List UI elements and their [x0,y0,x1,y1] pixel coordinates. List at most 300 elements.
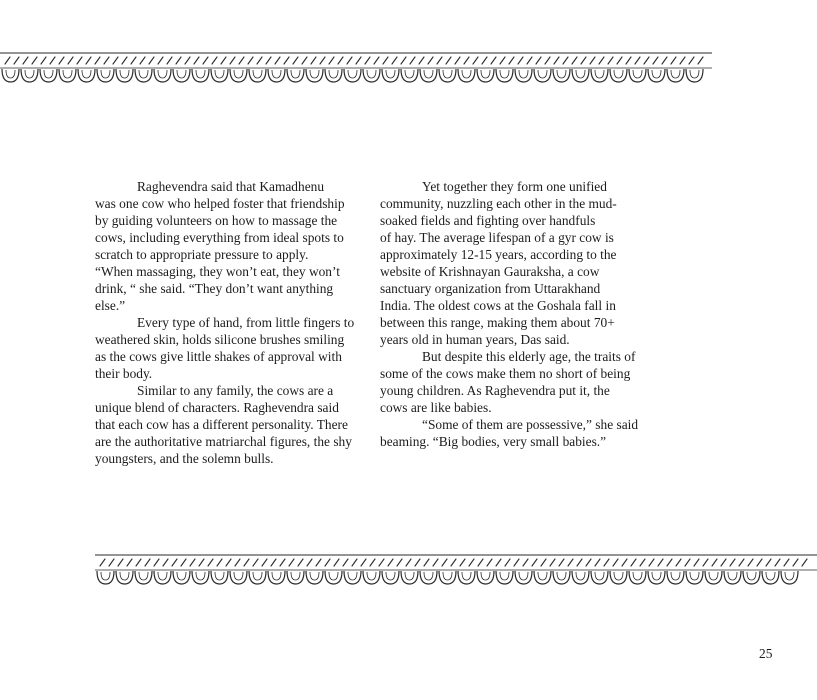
ornament-scallop [610,69,627,82]
ornament-hatch [248,57,253,64]
ornament-hatch [433,559,438,566]
ornament-hatch [23,57,28,64]
ornament-scallop-inner [177,572,186,580]
ornament-scallop-inner [538,572,547,580]
ornament-hatch [163,559,168,566]
ornament-scallop [116,69,133,82]
ornament-scallop [477,571,494,584]
ornament-scallop-inner [443,70,452,78]
ornament-scallop [268,69,285,82]
ornament-scallop-inner [272,70,281,78]
ornament-hatch [487,559,492,566]
ornament-hatch [658,559,663,566]
ornament-hatch [127,559,132,566]
ornament-hatch [158,57,163,64]
ornament-scallop [306,571,323,584]
ornament-hatch [316,559,321,566]
ornament-hatch [577,559,582,566]
ornament-scallop [648,571,665,584]
ornament-scallop-inner [234,572,243,580]
ornament-scallop [724,571,741,584]
ornament-hatch [253,559,258,566]
ornament-hatch [118,559,123,566]
ornament-hatch [509,57,514,64]
ornament-scallop [211,571,228,584]
ornament-scallop [154,571,171,584]
ornament-hatch [284,57,289,64]
ornament-scallop [59,69,76,82]
ornament-hatch [748,559,753,566]
ornament-hatch [442,559,447,566]
ornament-scallop [591,69,608,82]
ornament-hatch [212,57,217,64]
ornament-hatch [455,57,460,64]
ornament-hatch [649,559,654,566]
ornament-scallop-inner [348,70,357,78]
ornament-hatch [640,559,645,566]
ornament-hatch [226,559,231,566]
ornament-scallop-inner [291,572,300,580]
ornament-hatch [172,559,177,566]
ornament-hatch [370,559,375,566]
ornament-scallop [116,571,133,584]
ornament-scallop [439,571,456,584]
ornament-scallop-inner [386,70,395,78]
ornament-scallop [382,571,399,584]
ornament-hatch [181,559,186,566]
ornament-hatch [311,57,316,64]
paragraph: Yet together they form one unified community, nuzzling each other in the mud- soaked fields and fighting over handfuls of hay. The average lifespan of a gyr cow is approximately 12-15 years, according to the website of Krishnayan Gauraksha, a cow sanctuary organization from Uttarakhand India. The oldest cows at the Goshala fall in between this range, making them about 70+ years old in human years, Das said. [380,179,617,347]
ornament-hatch [217,559,222,566]
ornament-hatch [563,57,568,64]
ornament-scallop-inner [709,572,718,580]
ornament-hatch [221,57,226,64]
ornament-scallop-inner [367,70,376,78]
ornament-hatch [325,559,330,566]
ornament-scallop [667,571,684,584]
ornament-hatch [626,57,631,64]
ornament-scallop [230,571,247,584]
ornament-scallop [439,69,456,82]
ornament-scallop [287,69,304,82]
ornament-hatch [527,57,532,64]
ornament-hatch [604,559,609,566]
ornament-hatch [122,57,127,64]
ornament-scallop [572,571,589,584]
ornament-scallop-inner [500,572,509,580]
ornament-hatch [482,57,487,64]
ornament-scallop [781,571,798,584]
ornament-scallop [382,69,399,82]
ornament-scallop [344,69,361,82]
ornament-scallop-inner [690,70,699,78]
ornament-hatch [77,57,82,64]
ornament-scallop [135,571,152,584]
ornament-hatch [590,57,595,64]
ornament-scallop [534,69,551,82]
left-text-column [95,178,367,467]
ornament-hatch [451,559,456,566]
ornament-scallop-inner [519,572,528,580]
ornament-scallop [515,571,532,584]
ornament-hatch [190,559,195,566]
ornament-hatch [136,559,141,566]
ornament-scallop [629,69,646,82]
ornament-hatch [730,559,735,566]
ornament-hatch [460,559,465,566]
ornament-scallop-inner [595,70,604,78]
ornament-scallop [268,571,285,584]
ornament-scallop-inner [595,572,604,580]
ornament-scallop [686,69,703,82]
ornament-scallop-inner [6,70,15,78]
ornament-scallop-inner [690,572,699,580]
ornament-hatch [383,57,388,64]
ornament-scallop [553,571,570,584]
ornament-scallop-inner [44,70,53,78]
ornament-scallop-inner [405,70,414,78]
ornament-scallop-inner [424,70,433,78]
ornament-hatch [167,57,172,64]
ornament-scallop-inner [614,70,623,78]
ornament-scallop-inner [652,70,661,78]
ornament-hatch [86,57,91,64]
ornament-scallop-inner [633,572,642,580]
ornament-hatch [401,57,406,64]
ornament-hatch [392,57,397,64]
ornament-hatch [14,57,19,64]
ornament-hatch [415,559,420,566]
ornament-hatch [613,559,618,566]
ornament-hatch [739,559,744,566]
ornament-scallop-inner [633,70,642,78]
ornament-scallop [97,571,114,584]
ornament-scallop [534,571,551,584]
ornament-hatch [374,57,379,64]
ornament-scallop [420,571,437,584]
ornament-hatch [622,559,627,566]
ornament-hatch [635,57,640,64]
ornament-hatch [676,559,681,566]
ornament-scallop [40,69,57,82]
ornament-hatch [194,57,199,64]
ornament-scallop [591,571,608,584]
ornament-hatch [361,559,366,566]
ornament-hatch [680,57,685,64]
paragraph: Raghevendra said that Kamadhenu was one cow who helped foster that friendship by guiding volunteers on how to massage the cows, including everything from ideal spots to scratch to appropriate pressure to apply. “When massaging, they won’t eat, they won’t drink, “ she said. “They don’t want anything else.” [95,179,345,313]
ornament-scallop-inner [348,572,357,580]
ornament-hatch [608,57,613,64]
ornament-hatch [473,57,478,64]
page-number: 25 [759,646,773,661]
ornament-scallop-inner [576,70,585,78]
ornament-hatch [203,57,208,64]
ornament-scallop-inner [329,70,338,78]
ornament-hatch [545,57,550,64]
ornament-hatch [262,559,267,566]
ornament-hatch [464,57,469,64]
ornament-scallop [192,69,209,82]
ornament-hatch [352,559,357,566]
ornament-hatch [199,559,204,566]
ornament-scallop [173,69,190,82]
ornament-hatch [208,559,213,566]
ornament-hatch [230,57,235,64]
ornament-hatch [347,57,352,64]
ornament-scallop-inner [386,572,395,580]
ornament-scallop-inner [310,572,319,580]
ornament-scallop-inner [443,572,452,580]
ornament-scallop [78,69,95,82]
ornament-hatch [257,57,262,64]
ornament-hatch [667,559,672,566]
ornament-hatch [140,57,145,64]
ornament-scallop [705,571,722,584]
ornament-scallop-inner [519,70,528,78]
ornament-scallop-inner [462,572,471,580]
ornament-scallop-inner [329,572,338,580]
ornament-hatch [41,57,46,64]
ornament-scallop [363,69,380,82]
top-decorative-border [0,50,712,84]
ornament-scallop-inner [120,572,129,580]
ornament-hatch [365,57,370,64]
ornament-hatch [397,559,402,566]
ornament-scallop-inner [481,572,490,580]
ornament-scallop-inner [177,70,186,78]
ornament-scallop [401,69,418,82]
ornament-scallop-inner [557,70,566,78]
ornament-hatch [671,57,676,64]
ornament-hatch [689,57,694,64]
ornament-scallop [743,571,760,584]
ornament-hatch [581,57,586,64]
ornament-hatch [410,57,415,64]
ornament-hatch [356,57,361,64]
ornament-hatch [550,559,555,566]
ornament-scallop-inner [481,70,490,78]
ornament-hatch [496,559,501,566]
ornament-scallop-inner [747,572,756,580]
ornament-scallop-inner [785,572,794,580]
ornament-hatch [599,57,604,64]
ornament-scallop [458,69,475,82]
ornament-hatch [595,559,600,566]
ornament-hatch [698,57,703,64]
ornament-scallop [553,69,570,82]
ornament-scallop-inner [196,572,205,580]
ornament-scallop [325,571,342,584]
ornament-scallop-inner [766,572,775,580]
ornament-scallop [458,571,475,584]
ornament-scallop-inner [462,70,471,78]
ornament-hatch [424,559,429,566]
ornament-scallop-inner [82,70,91,78]
ornament-scallop-inner [538,70,547,78]
ornament-hatch [302,57,307,64]
ornament-hatch [703,559,708,566]
ornament-scallop-inner [215,70,224,78]
ornament-scallop [154,69,171,82]
ornament-scallop [21,69,38,82]
ornament-hatch [113,57,118,64]
ornament-hatch [419,57,424,64]
ornament-hatch [721,559,726,566]
ornament-hatch [5,57,10,64]
ornament-hatch [437,57,442,64]
ornament-scallop [230,69,247,82]
ornament-scallop [686,571,703,584]
ornament-hatch [244,559,249,566]
paragraph: Every type of hand, from little fingers to weathered skin, holds silicone brushes smiling as the cows give little shakes of approval with their body. [95,315,355,381]
ornament-hatch [514,559,519,566]
ornament-hatch [388,559,393,566]
ornament-hatch [685,559,690,566]
ornament-hatch [500,57,505,64]
ornament-scallop-inner [63,70,72,78]
ornament-scallop-inner [101,572,110,580]
ornament-scallop [344,571,361,584]
ornament-scallop [173,571,190,584]
ornament-hatch [289,559,294,566]
ornament-scallop-inner [196,70,205,78]
ornament-hatch [541,559,546,566]
ornament-hatch [784,559,789,566]
ornament-hatch [280,559,285,566]
ornament-scallop-inner [671,572,680,580]
ornament-scallop [667,69,684,82]
ornament-scallop [306,69,323,82]
ornament-scallop [192,571,209,584]
ornament-scallop-inner [253,572,262,580]
ornament-hatch [559,559,564,566]
ornament-scallop-inner [671,70,680,78]
ornament-scallop-inner [367,572,376,580]
ornament-hatch [59,57,64,64]
ornament-hatch [793,559,798,566]
ornament-hatch [712,559,717,566]
paragraph: Similar to any family, the cows are a unique blend of characters. Raghevendra said that each cow has a different personality. There are the authoritative matriarchal figures, the shy youngsters, and the solemn bulls. [95,383,352,466]
ornament-scallop-inner [139,572,148,580]
ornament-hatch [428,57,433,64]
ornament-hatch [275,57,280,64]
ornament-hatch [266,57,271,64]
ornament-hatch [298,559,303,566]
ornament-scallop [610,571,627,584]
ornament-hatch [554,57,559,64]
ornament-hatch [338,57,343,64]
ornament-hatch [631,559,636,566]
paragraph: “Some of them are possessive,” she said beaming. “Big bodies, very small babies.” [380,417,639,449]
ornament-hatch [446,57,451,64]
ornament-hatch [109,559,114,566]
ornament-scallop [648,69,665,82]
ornament-scallop-inner [272,572,281,580]
ornament-hatch [523,559,528,566]
ornament-scallop-inner [652,572,661,580]
ornament-hatch [145,559,150,566]
bottom-decorative-border [95,552,817,586]
ornament-scallop-inner [728,572,737,580]
ornament-hatch [68,57,73,64]
ornament-scallop [249,69,266,82]
ornament-hatch [572,57,577,64]
ornament-hatch [131,57,136,64]
ornament-hatch [766,559,771,566]
ornament-hatch [154,559,159,566]
ornament-scallop-inner [101,70,110,78]
ornament-hatch [586,559,591,566]
ornament-hatch [662,57,667,64]
ornament-scallop-inner [234,70,243,78]
ornament-hatch [320,57,325,64]
ornament-scallop-inner [405,572,414,580]
ornament-scallop [420,69,437,82]
ornament-hatch [617,57,622,64]
ornament-scallop-inner [158,70,167,78]
ornament-hatch [379,559,384,566]
ornament-scallop-inner [215,572,224,580]
ornament-hatch [568,559,573,566]
ornament-hatch [329,57,334,64]
ornament-hatch [644,57,649,64]
ornament-scallop [249,571,266,584]
ornament-scallop [211,69,228,82]
ornament-hatch [532,559,537,566]
ornament-hatch [235,559,240,566]
ornament-scallop-inner [158,572,167,580]
ornament-scallop [401,571,418,584]
ornament-scallop-inner [310,70,319,78]
ornament-hatch [104,57,109,64]
ornament-hatch [406,559,411,566]
ornament-hatch [100,559,105,566]
ornament-hatch [802,559,807,566]
ornament-scallop [477,69,494,82]
ornament-hatch [343,559,348,566]
ornament-hatch [176,57,181,64]
ornament-hatch [694,559,699,566]
ornament-scallop-inner [576,572,585,580]
ornament-hatch [50,57,55,64]
ornament-scallop-inner [291,70,300,78]
ornament-scallop [2,69,19,82]
ornament-hatch [95,57,100,64]
ornament-hatch [469,559,474,566]
ornament-scallop-inner [139,70,148,78]
ornament-hatch [334,559,339,566]
ornament-scallop-inner [500,70,509,78]
ornament-hatch [271,559,276,566]
ornament-scallop [762,571,779,584]
ornament-scallop [515,69,532,82]
ornament-hatch [505,559,510,566]
ornament-scallop-inner [557,572,566,580]
ornament-hatch [293,57,298,64]
ornament-hatch [491,57,496,64]
ornament-scallop [97,69,114,82]
ornament-scallop-inner [120,70,129,78]
ornament-hatch [239,57,244,64]
ornament-scallop-inner [25,70,34,78]
ornament-scallop-inner [424,572,433,580]
ornament-hatch [536,57,541,64]
ornament-hatch [518,57,523,64]
ornament-scallop-inner [614,572,623,580]
ornament-scallop [135,69,152,82]
ornament-scallop [496,571,513,584]
ornament-scallop-inner [253,70,262,78]
